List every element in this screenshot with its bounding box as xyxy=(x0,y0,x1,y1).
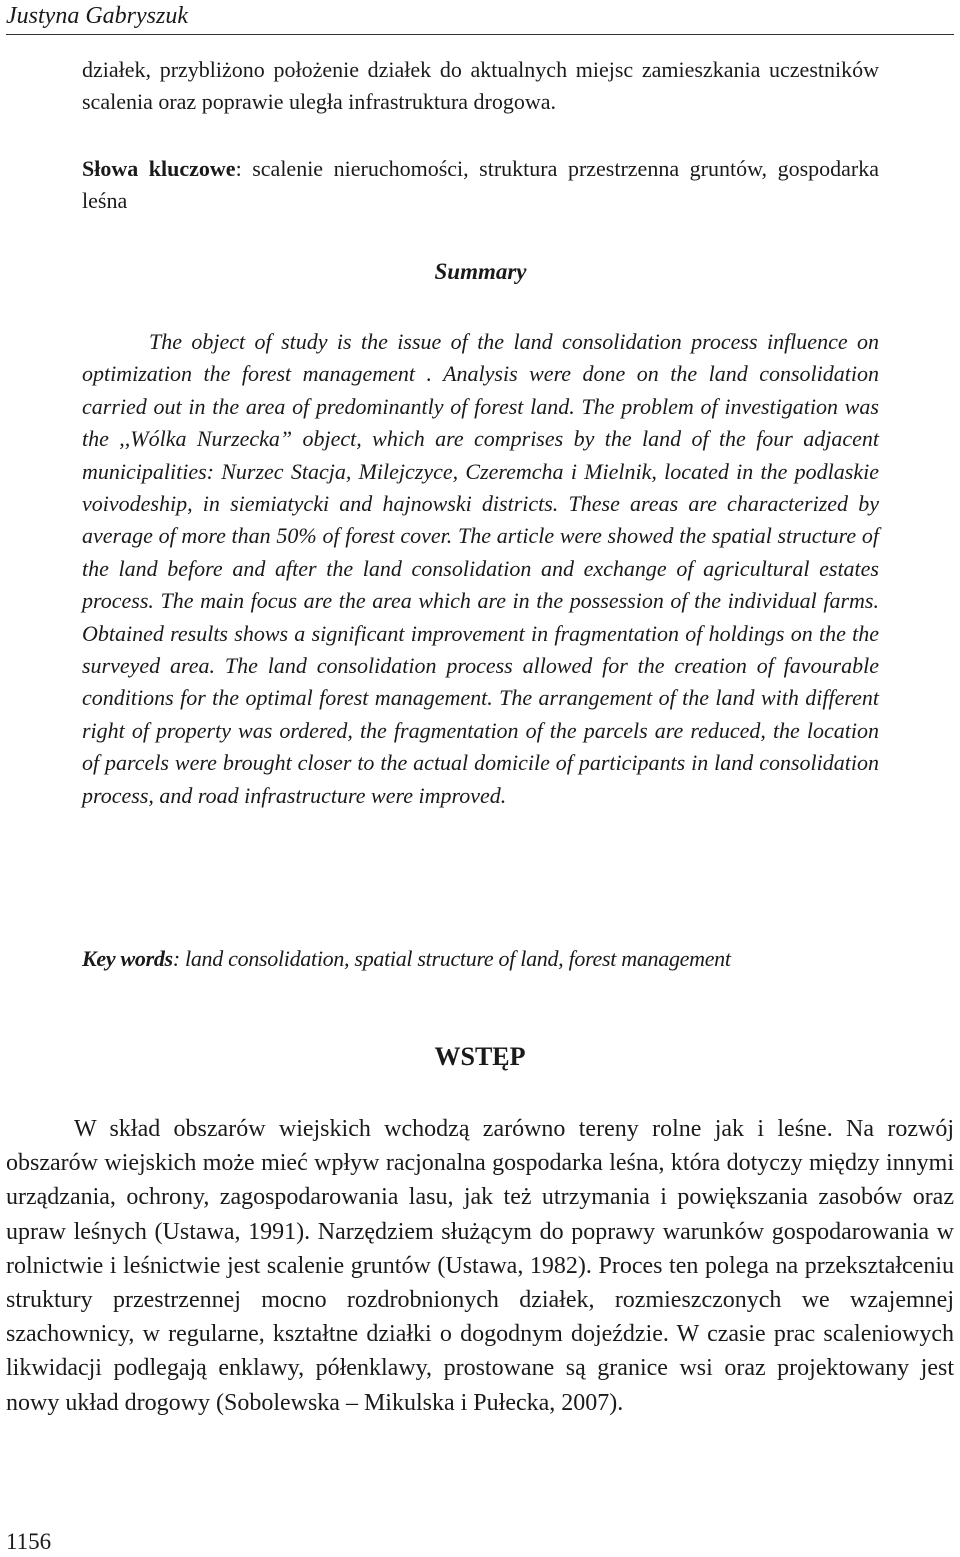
summary-body: The object of study is the issue of the land consolidation process influence on optimization the forest management . Analysis were done on the land consolidation carried out in the area of predominantly of forest land. The problem of investigation was the ,,Wólka Nurzecka” object, which are comprises by the land of the four adjacent municipalities: Nurzec Stacja, Milejczyce, Czeremcha i Mielnik, located in the podlaskie voivodeship, in siemiatycki and hajnowski districts. These areas are characterized by average of more than 50% of forest cover. The article were showed the spatial structure of the land before and after the land consolidation and exchange of agricultural estates process. The main focus are the area which are in the possession of the individual farms. Obtained results shows a significant improvement in fragmentation of holdings on the the surveyed area. The land consolidation process allowed for the creation of favourable conditions for the optimal forest management. The arrangement of the land with different right of property was ordered, the fragmentation of the parcels are reduced, the location of parcels were brought closer to the actual domicile of participants in land consolidation process, and road infrastructure were improved. xyxy=(82,329,879,808)
keywords-pl-label: Słowa kluczowe xyxy=(82,156,236,181)
section-heading: WSTĘP xyxy=(434,1042,526,1071)
keywords-en xyxy=(82,943,882,975)
summary-title: Summary xyxy=(434,259,527,284)
abstract-pl-continuation: działek, przybliżono położenie działek do aktualnych miejsc zamieszkania uczestników scalenia oraz poprawie uległa infrastruktura drogowa. xyxy=(82,57,879,114)
keywords-pl xyxy=(82,153,879,217)
header-author: Justyna Gabryszuk xyxy=(6,3,188,29)
keywords-pl-text: : scalenie nieruchomości, struktura przestrzenna gruntów, gospodarka leśna xyxy=(82,156,879,213)
keywords-en-label: Key words xyxy=(82,946,173,971)
running-header xyxy=(6,0,954,35)
page-number: 1156 xyxy=(6,1529,52,1554)
intro-paragraph: W skład obszarów wiejskich wchodzą zarówno tereny rolne jak i leśne. Na rozwój obszarów wiejskich może mieć wpływ racjonalna gospodarka leśna, która dotyczy między innymi urządzania, ochrony, zagospodarowania lasu, jak też utrzymania i powiększania zasobów oraz upraw leśnych (Ustawa, 1991). Narzędziem służącym do poprawy warunków gospodarowania w rolnictwie i leśnictwie jest scalenie gruntów (Ustawa, 1982). Proces ten polega na przekształceniu struktury przestrzennej mocno rozdrobnionych działek, rozmieszczonych we wzajemnej szachownicy, w regularne, kształtne działki o dogodnym dojeździe. W czasie prac scaleniowych likwidacji podlegają enklawy, półenklawy, prostowane są granice wsi oraz projektowany jest nowy układ drogowy (Sobolewska – Mikulska i Pułecka, 2007). xyxy=(6,1116,954,1416)
keywords-en-text: : land consolidation, spatial structure of land, forest management xyxy=(172,946,731,971)
